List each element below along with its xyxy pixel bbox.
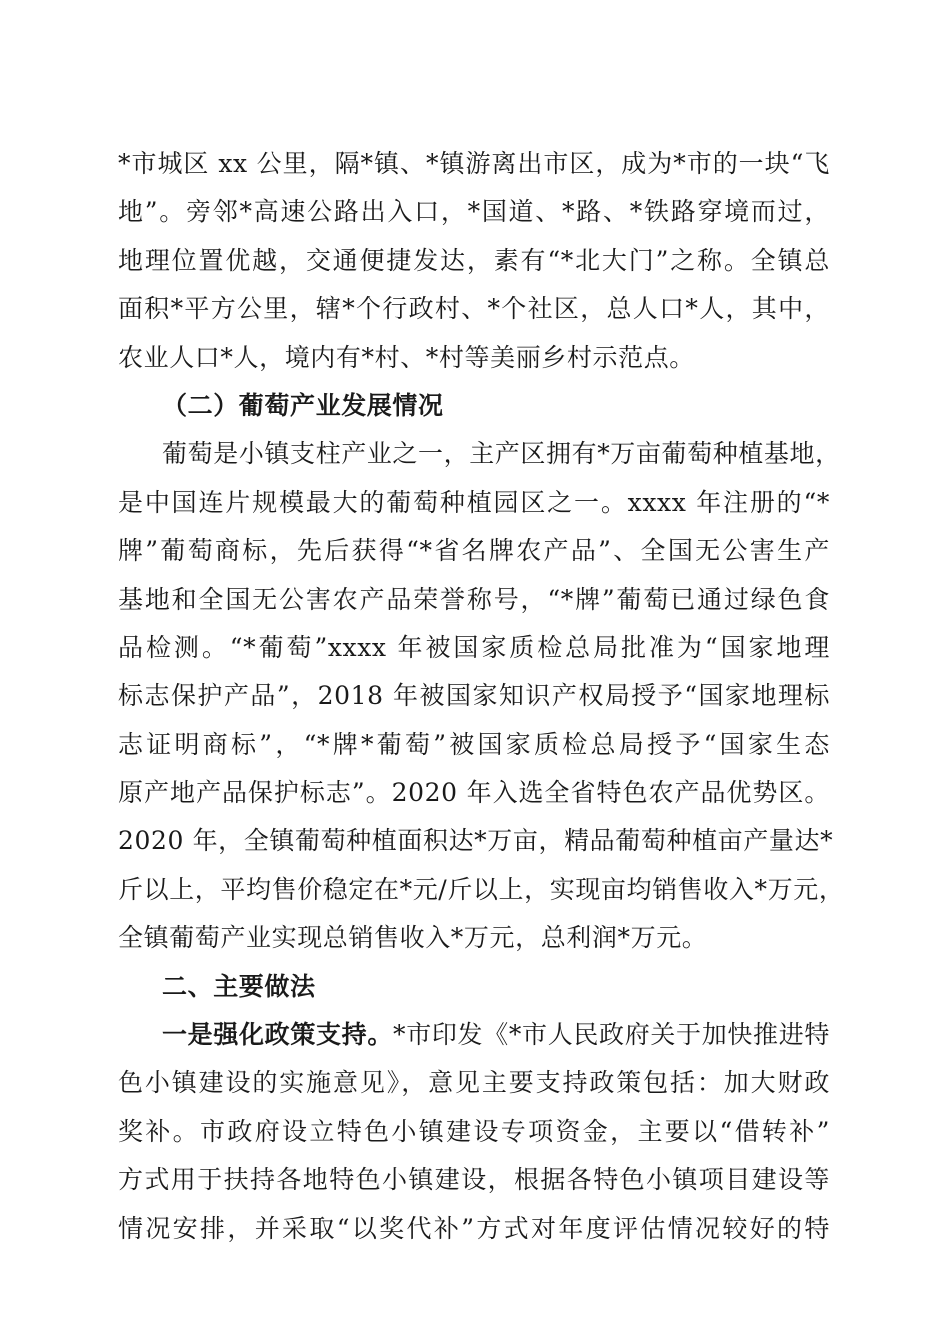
text-line: 色小镇建设的实施意见》，意见主要支持政策包括：加大财政 <box>118 1068 830 1098</box>
text-line: 品检测。“*葡萄”xxxx 年被国家质检总局批准为“国家地理 <box>118 632 830 662</box>
text-line: 牌”葡萄商标，先后获得“*省名牌农产品”、全国无公害生产 <box>118 536 830 566</box>
text-line: 情况安排，并采取“以奖代补”方式对年度评估情况较好的特 <box>118 1213 830 1243</box>
lead-phrase: 一是强化政策支持。 <box>162 1020 394 1050</box>
text-line: 原产地产品保护标志”。2020 年入选全省特色农产品优势区。 <box>118 778 830 808</box>
text-line: 地理位置优越，交通便捷发达，素有“*北大门”之称。全镇总 <box>118 245 830 275</box>
paragraph-policy-support <box>118 1011 830 1253</box>
text-line: 全镇葡萄产业实现总销售收入*万元，总利润*万元。 <box>118 923 708 953</box>
section-heading-main-methods: 二、主要做法 <box>162 971 316 1001</box>
text-line: 方式用于扶持各地特色小镇建设，根据各特色小镇项目建设等 <box>118 1165 830 1195</box>
text-line: 地”。旁邻*高速公路出入口，*国道、*路、*铁路穿境而过， <box>118 197 830 227</box>
text-line: 面积*平方公里，辖*个行政村、*个社区，总人口*人，其中， <box>118 294 830 324</box>
text-line: 志证明商标”，“*牌*葡萄”被国家质检总局授予“国家生态 <box>118 729 830 759</box>
section-heading-grape-industry: （二）葡萄产业发展情况 <box>162 390 444 420</box>
text-line: 葡萄是小镇支柱产业之一，主产区拥有*万亩葡萄种植基地， <box>162 439 841 469</box>
text-line: 基地和全国无公害农产品荣誉称号，“*牌”葡萄已通过绿色食 <box>118 584 830 614</box>
text-line: *市城区 xx 公里，隔*镇、*镇游离出市区，成为*市的一块“飞 <box>118 149 830 178</box>
text-span: *市印发《*市人民政府关于加快推进特 <box>393 1020 830 1050</box>
text-line: 标志保护产品”，2018 年被国家知识产权局授予“国家地理标 <box>118 681 830 711</box>
text-line: 是中国连片规模最大的葡萄种植园区之一。xxxx 年注册的“* <box>118 487 830 517</box>
paragraph-grape-industry <box>118 430 845 962</box>
text-line: 奖补。市政府设立特色小镇建设专项资金，主要以“借转补” <box>118 1116 830 1146</box>
text-line: 2020 年，全镇葡萄种植面积达*万亩，精品葡萄种植亩产量达* <box>118 826 834 856</box>
text-line: 斤以上，平均售价稳定在*元/斤以上，实现亩均销售收入*万元， <box>118 874 845 904</box>
document-page <box>118 140 845 1253</box>
text-line <box>118 1011 830 1059</box>
paragraph-town-overview <box>118 140 830 382</box>
text-line: 农业人口*人，境内有*村、*村等美丽乡村示范点。 <box>118 342 695 372</box>
